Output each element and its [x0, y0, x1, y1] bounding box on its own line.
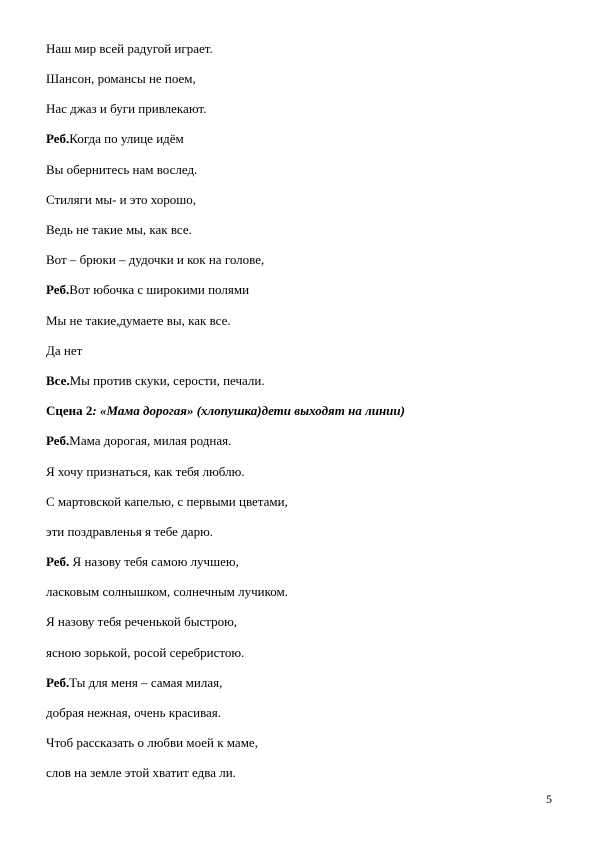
dialogue-line — [46, 131, 184, 146]
text-line — [46, 524, 213, 539]
line-text: Когда по улице идём — [69, 131, 184, 146]
text-line — [46, 222, 192, 237]
line-text: ласковым солнышком, солнечным лучиком. — [46, 584, 289, 599]
text-line — [46, 584, 288, 599]
text-line — [46, 614, 237, 629]
line-text: Стиляги мы- и это хорошо, — [46, 192, 196, 207]
text-line — [46, 464, 245, 479]
line-text: Да нет — [46, 343, 83, 358]
speaker-label: Реб. — [46, 433, 70, 448]
text-line — [46, 192, 196, 207]
speaker-label: Реб. — [46, 554, 70, 569]
speaker-label: Реб. — [46, 131, 70, 146]
line-text: Вы обернитесь нам вослед. — [46, 162, 198, 177]
line-text: Мы против скуки, серости, печали. — [69, 373, 265, 388]
line-text: Наш мир всей радугой играет. — [46, 41, 213, 56]
dialogue-line — [46, 373, 265, 388]
dialogue-line — [46, 675, 222, 690]
text-line — [46, 765, 236, 780]
line-text: добрая нежная, очень красивая. — [46, 705, 222, 720]
text-line — [46, 101, 206, 116]
text-line — [46, 735, 258, 750]
speaker-label: Реб. — [46, 675, 70, 690]
line-text: Я назову тебя самою лучшею, — [69, 554, 239, 569]
scene-label: Сцена 2 — [46, 403, 93, 418]
text-line — [46, 343, 82, 358]
dialogue-line — [46, 282, 249, 297]
line-text: Ведь не такие мы, как все. — [46, 222, 192, 237]
scene-note: : «Мама дорогая» (хлопушка)дети выходят на линии) — [92, 403, 405, 418]
text-line — [46, 162, 197, 177]
text-line — [46, 645, 244, 660]
line-text: Нас джаз и буги привлекают. — [46, 101, 207, 116]
line-text: Ты для меня – самая милая, — [69, 675, 223, 690]
line-text: Я назову тебя реченькой быстрою, — [46, 614, 238, 629]
line-text: Чтоб рассказать о любви моей к маме, — [46, 735, 258, 750]
line-text: С мартовской капелью, с первыми цветами, — [46, 494, 288, 509]
line-text: Вот юбочка с широкими полями — [69, 282, 250, 297]
speaker-label: Реб. — [46, 282, 70, 297]
text-line — [46, 252, 264, 267]
scene-heading — [46, 403, 405, 418]
page-number: 5 — [546, 792, 552, 806]
text-line — [46, 71, 196, 86]
speaker-label: Все. — [46, 373, 70, 388]
line-text: слов на земле этой хватит едва ли. — [46, 765, 236, 780]
dialogue-line — [46, 433, 231, 448]
line-text: эти поздравленья я тебе дарю. — [46, 524, 214, 539]
text-line — [46, 494, 288, 509]
text-line — [46, 313, 231, 328]
line-text: ясною зорькой, росой серебристою. — [46, 645, 245, 660]
dialogue-line — [46, 554, 239, 569]
line-text: Мама дорогая, милая родная. — [69, 433, 232, 448]
line-text: Мы не такие,думаете вы, как все. — [46, 313, 231, 328]
line-text: Шансон, романсы не поем, — [46, 71, 196, 86]
line-text: Я хочу признаться, как тебя люблю. — [46, 464, 245, 479]
text-line — [46, 705, 221, 720]
text-line — [46, 41, 213, 56]
line-text: Вот – брюки – дудочки и кок на голове, — [46, 252, 265, 267]
